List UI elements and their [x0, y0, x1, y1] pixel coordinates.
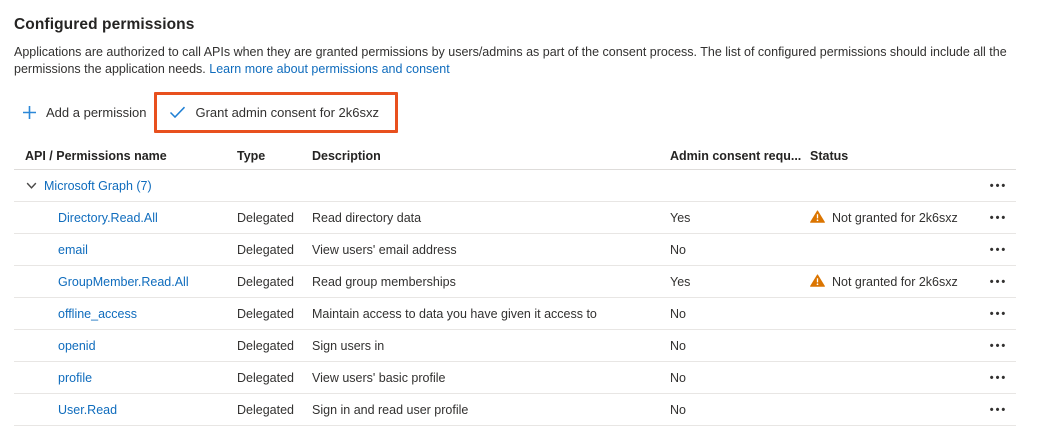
grant-admin-consent-label: Grant admin consent for 2k6sxz: [195, 104, 379, 120]
more-options-button[interactable]: •••: [989, 211, 1008, 224]
table-row: [14, 330, 1016, 362]
more-options-button[interactable]: •••: [989, 275, 1008, 288]
warning-icon: [810, 274, 825, 290]
header-admin-consent: Admin consent requ...: [670, 148, 802, 163]
permission-description: View users' email address: [312, 242, 457, 257]
table-row: [14, 362, 1016, 394]
permission-description: Sign in and read user profile: [312, 402, 469, 417]
permission-name-link[interactable]: openid: [58, 338, 96, 353]
permission-type: Delegated: [237, 402, 294, 417]
warning-icon: [810, 210, 825, 226]
add-permission-label: Add a permission: [46, 104, 147, 120]
table-row: [14, 298, 1016, 330]
admin-consent-value: No: [670, 370, 686, 385]
permission-type: Delegated: [237, 242, 294, 257]
permission-description: Maintain access to data you have given it access to: [312, 306, 597, 321]
table-row: [14, 394, 1016, 426]
page-title: Configured permissions: [14, 16, 195, 33]
grant-admin-consent-button[interactable]: [161, 99, 387, 126]
permission-name-link[interactable]: email: [58, 242, 88, 257]
header-type: Type: [237, 148, 266, 163]
header-api-permissions-name: API / Permissions name: [25, 148, 167, 163]
header-description: Description: [312, 148, 381, 163]
more-options-button[interactable]: •••: [989, 179, 1008, 192]
description-text: [14, 44, 1024, 78]
admin-consent-value: No: [670, 402, 686, 417]
permission-description: Read directory data: [312, 210, 422, 225]
permission-type: Delegated: [237, 210, 294, 225]
admin-consent-value: No: [670, 242, 686, 257]
status-text: Not granted for 2k6sxz: [832, 210, 958, 225]
more-options-button[interactable]: •••: [989, 339, 1008, 352]
table-row: [14, 266, 1016, 298]
table-row: [14, 234, 1016, 266]
permission-type: Delegated: [237, 306, 294, 321]
permissions-table: [14, 142, 1016, 426]
api-group-row: [14, 170, 1016, 202]
annotation-highlight-box: [154, 92, 398, 133]
permission-type: Delegated: [237, 338, 294, 353]
permissions-toolbar: [14, 88, 1046, 136]
more-options-button[interactable]: •••: [989, 307, 1008, 320]
admin-consent-value: No: [670, 306, 686, 321]
admin-consent-value: Yes: [670, 210, 691, 225]
permission-name-link[interactable]: Directory.Read.All: [58, 210, 158, 225]
header-status: Status: [810, 148, 849, 163]
table-header-row: [14, 142, 1016, 170]
permission-name-link[interactable]: offline_access: [58, 306, 137, 321]
permission-description: View users' basic profile: [312, 370, 446, 385]
add-permission-button[interactable]: [14, 99, 154, 126]
admin-consent-value: Yes: [670, 274, 691, 289]
more-options-button[interactable]: •••: [989, 371, 1008, 384]
chevron-down-icon[interactable]: [25, 179, 38, 192]
description-body: Applications are authorized to call APIs when they are granted permissions by users/admins as part of the consent process. The list of configured permissions should include all the permissions the application needs.: [14, 45, 1007, 76]
permission-name-link[interactable]: User.Read: [58, 402, 118, 417]
permission-type: Delegated: [237, 370, 294, 385]
plus-icon: [22, 105, 37, 120]
permission-type: Delegated: [237, 274, 294, 289]
status-text: Not granted for 2k6sxz: [832, 274, 958, 289]
more-options-button[interactable]: •••: [989, 243, 1008, 256]
learn-more-link[interactable]: Learn more about permissions and consent: [209, 62, 450, 76]
more-options-button[interactable]: •••: [989, 403, 1008, 416]
permission-name-link[interactable]: profile: [58, 370, 93, 385]
permission-description: Sign users in: [312, 338, 385, 353]
check-icon: [169, 106, 186, 119]
permission-name-link[interactable]: GroupMember.Read.All: [58, 274, 189, 289]
admin-consent-value: No: [670, 338, 686, 353]
table-row: [14, 202, 1016, 234]
api-group-link[interactable]: Microsoft Graph (7): [44, 178, 152, 193]
permission-description: Read group memberships: [312, 274, 456, 289]
